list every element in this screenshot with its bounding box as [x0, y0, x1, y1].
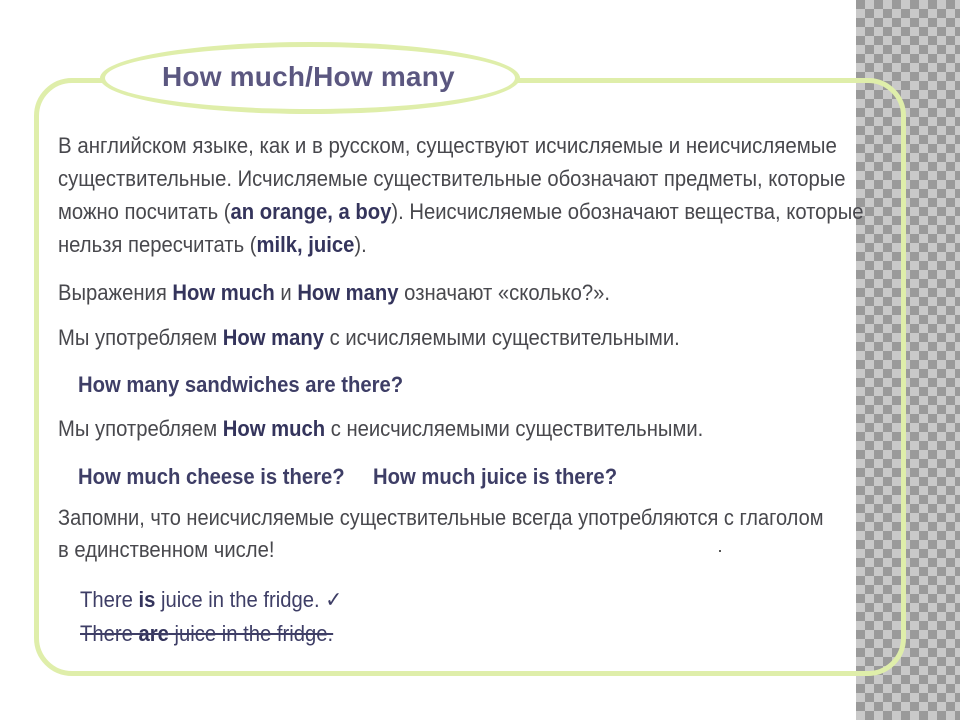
wrong-verb: are	[138, 621, 169, 646]
correct-verb: is	[138, 587, 156, 612]
correct-post: juice in the fridge.	[155, 587, 320, 612]
expressions-how-many: How many	[297, 280, 399, 305]
wrong-pre: There	[80, 621, 139, 646]
example-how-much-2: How much juice is there?	[373, 464, 618, 489]
example-how-much-1: How much cheese is there?	[78, 464, 345, 489]
rule-how-many-bold: How many	[222, 325, 324, 350]
wrong-post: juice in the fridge.	[168, 621, 334, 646]
checkmark-icon: ✓	[325, 587, 343, 612]
stray-dot	[719, 550, 721, 552]
expressions-mid: и	[274, 280, 298, 305]
expressions-post: означают «сколько?».	[398, 280, 610, 305]
intro-text-4-pre: нельзя пересчитать (	[58, 232, 257, 257]
rule-how-much-line	[58, 414, 703, 444]
intro-text-3-post: ). Неисчисляемые обозначают вещества, которые	[391, 199, 864, 224]
correct-example-line	[80, 585, 342, 615]
rule-how-many-pre: Мы употребляем	[58, 325, 223, 350]
rule-how-much-pre: Мы употребляем	[58, 416, 223, 441]
intro-line-4	[58, 230, 367, 260]
page-title: How much/How many	[162, 61, 455, 92]
rule-how-much-bold: How much	[222, 416, 326, 441]
remember-text-2: в единственном числе!	[58, 537, 275, 562]
rule-how-many-post: с исчисляемыми существительными.	[323, 325, 680, 350]
intro-text-2: существительные. Исчисляемые существительные обозначают предметы, которые	[58, 166, 846, 191]
expressions-pre: Выражения	[58, 280, 173, 305]
example-how-many: How many sandwiches are there?	[78, 372, 404, 397]
intro-line-1	[58, 131, 837, 161]
intro-text-3-pre: можно посчитать (	[58, 199, 231, 224]
expressions-how-much: How much	[172, 280, 275, 305]
intro-line-3	[58, 197, 864, 227]
remember-text-1: Запомни, что неисчисляемые существительные всегда употребляются с глаголом	[58, 505, 824, 530]
rule-how-many-line	[58, 323, 680, 353]
rule-how-much-post: с неисчисляемыми существительными.	[325, 416, 704, 441]
intro-text-1: В английском языке, как и в русском, существуют исчисляемые и неисчисляемые	[58, 133, 837, 158]
remember-line-2	[58, 535, 274, 565]
intro-uncountable-examples: milk, juice	[256, 232, 355, 257]
remember-line-1	[58, 503, 823, 533]
intro-countable-examples: an orange, a boy	[230, 199, 392, 224]
wrong-example-text	[80, 621, 333, 646]
wrong-example-line	[80, 619, 333, 649]
expressions-line	[58, 278, 610, 308]
intro-text-4-post: ).	[354, 232, 367, 257]
intro-line-2	[58, 164, 846, 194]
correct-pre: There	[80, 587, 139, 612]
